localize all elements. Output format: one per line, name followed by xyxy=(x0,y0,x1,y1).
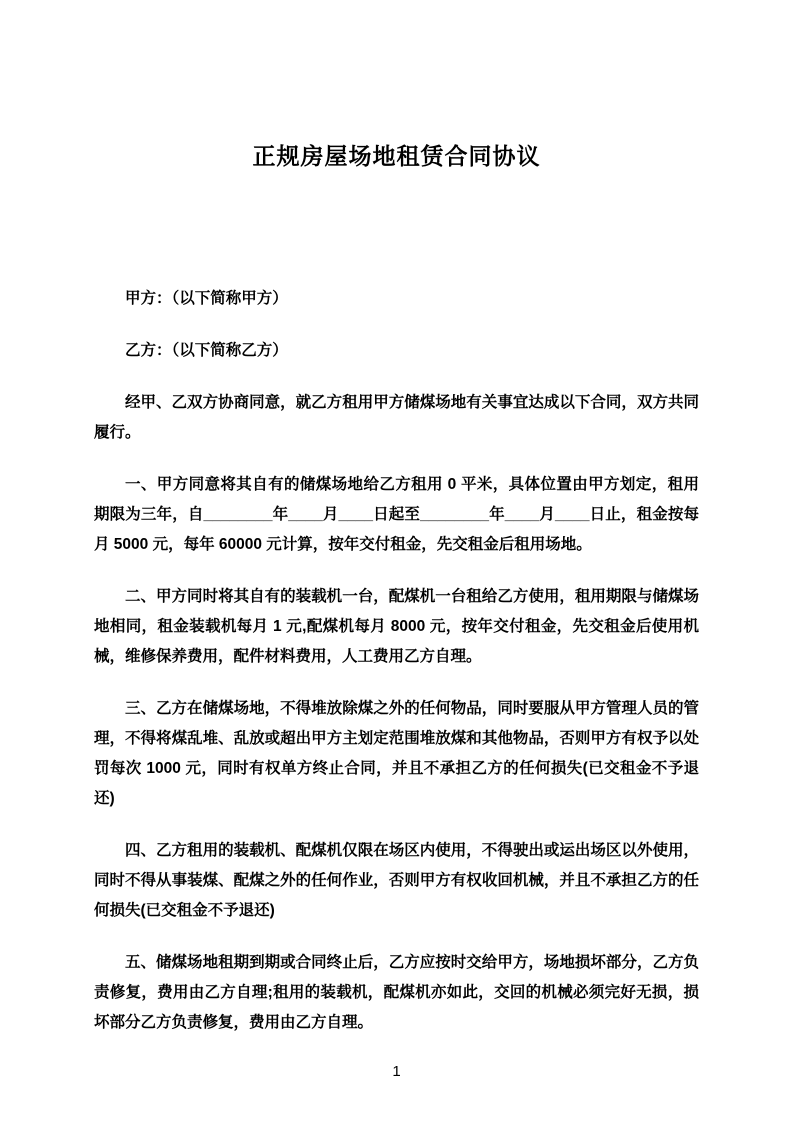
preamble-paragraph: 经甲、乙双方协商同意，就乙方租用甲方储煤场地有关事宜达成以下合同，双方共同履行。 xyxy=(94,394,699,441)
party-a-line: 甲方：（以下简称甲方） xyxy=(125,290,288,307)
document-body xyxy=(94,284,699,1038)
clause-2: 二、甲方同时将其自有的装载机一台，配煤机一台租给乙方使用，租用期限与储煤场地相同，租金装载机每月 1 元,配煤机每月 8000 元，按年交付租金，先交租金后使用机械，维修保养费用，配件材料费用，人工费用乙方自理。 xyxy=(94,588,699,665)
document-title: 正规房屋场地租赁合同协议 xyxy=(252,143,541,169)
clause-1: 一、甲方同意将其自有的储煤场地给乙方租用 0 平米，具体位置由甲方划定，租用期限为三年，自________年____月____日起至________年____月____日止，租金按每月 5000 元，每年 60000 元计算，按年交付租金，先交租金后租用场地。 xyxy=(94,476,699,553)
clause-3: 三、乙方在储煤场地，不得堆放除煤之外的任何物品，同时要服从甲方管理人员的管理，不得将煤乱堆、乱放或超出甲方主划定范围堆放煤和其他物品，否则甲方有权予以处罚每次 1000 元，同时有权单方终止合同，并且不承担乙方的任何损失(已交租金不予退还) xyxy=(94,700,699,807)
clause-5: 五、储煤场地租期到期或合同终止后，乙方应按时交给甲方，场地损坏部分，乙方负责修复，费用由乙方自理;租用的装载机，配煤机亦如此，交回的机械必须完好无损，损坏部分乙方负责修复，费用由乙方自理。 xyxy=(94,954,699,1031)
party-b-line: 乙方：（以下简称乙方） xyxy=(125,342,288,359)
page-number: 1 xyxy=(392,1063,401,1080)
clause-4: 四、乙方租用的装载机、配煤机仅限在场区内使用，不得驶出或运出场区以外使用，同时不得从事装煤、配煤之外的任何作业，否则甲方有权收回机械，并且不承担乙方的任何损失(已交租金不予退还) xyxy=(94,842,699,919)
